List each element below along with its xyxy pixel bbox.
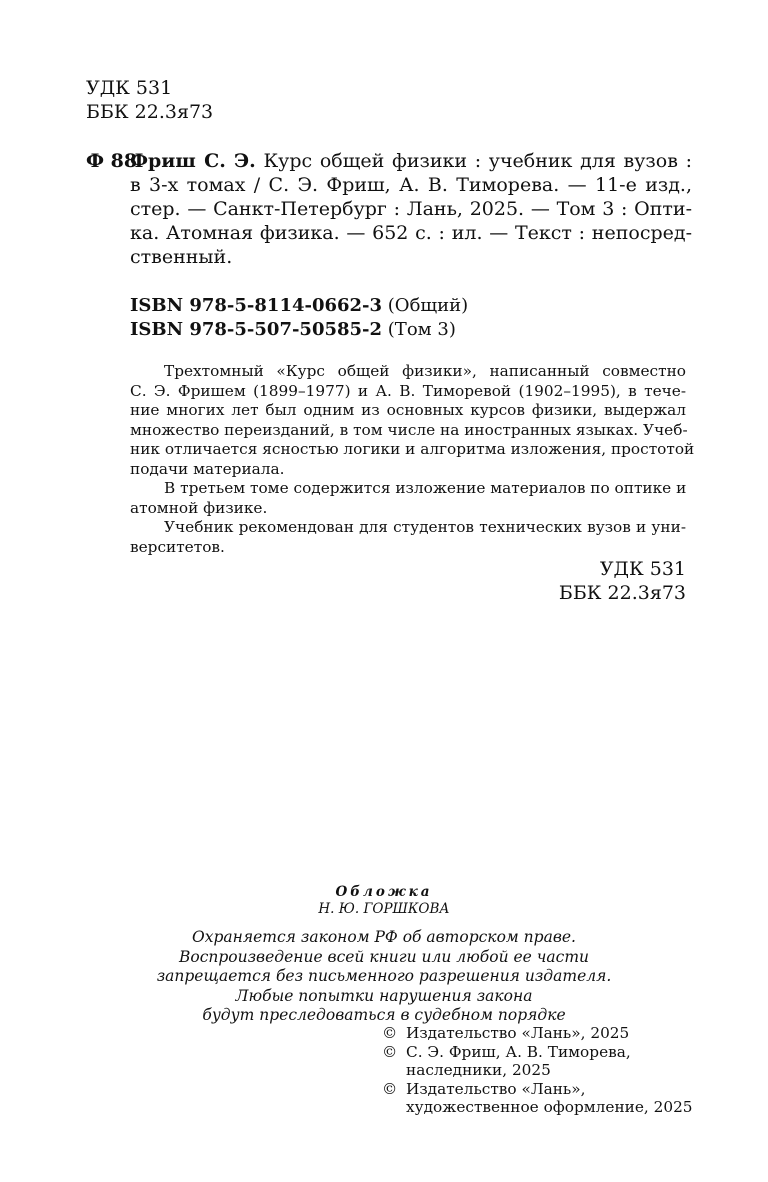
annotation: [130, 362, 695, 557]
copyright-text: Издательство «Лань», 2025: [406, 1024, 630, 1042]
udk-bbk-footer: [559, 557, 686, 605]
cover-credit: [0, 884, 768, 918]
copyright-text: Издательство «Лань»,: [406, 1079, 586, 1098]
isbn-number: ISBN 978-5-8114-0662-3: [130, 295, 383, 316]
author-name: Фриш С. Э.: [130, 150, 256, 172]
entry-line: в 3-х томах / С. Э. Фриш, А. В. Тиморева. — 11-е изд.,: [130, 174, 692, 196]
annotation-line: ник отличается ясностью логики и алгоритма изложения, простотой: [130, 440, 695, 458]
annotation-line: В третьем томе содержится изложение материалов по оптике и: [164, 479, 687, 497]
notice-line: Любые попытки нарушения закона: [235, 986, 533, 1005]
notice-line: запрещается без письменного разрешения издателя.: [156, 967, 612, 985]
annotation-line: С. Э. Фришем (1899–1977) и А. В. Тиморевой (1902–1995), в тече-: [130, 381, 686, 400]
annotation-paragraph: [130, 518, 686, 557]
notice-line: будут преследоваться в судебном порядке: [202, 1006, 566, 1024]
copyright-item: [382, 1043, 693, 1080]
entry-line: стер. — Санкт-Петербург : Лань, 2025. — Том 3 : Опти-: [130, 198, 692, 220]
annotation-line: атомной физике.: [130, 498, 268, 517]
annotation-paragraph: [130, 362, 695, 479]
annotation-line: верситетов.: [130, 537, 225, 556]
cover-label: Обложка: [335, 884, 433, 900]
copyright-notice: [0, 928, 768, 1026]
isbn-block: [130, 294, 468, 342]
udk-bbk-header: [86, 76, 213, 124]
copyright-text: художественное оформление, 2025: [406, 1098, 693, 1116]
copyright-text: С. Э. Фриш, А. В. Тиморева,: [406, 1042, 631, 1061]
isbn-number: ISBN 978-5-507-50585-2: [130, 319, 383, 340]
notice-line: Воспроизведение всей книги или любой ее части: [178, 947, 590, 966]
annotation-line: Трехтомный «Курс общей физики», написанный совместно: [164, 362, 686, 380]
notice-line: Охраняется законом РФ об авторском праве.: [192, 928, 576, 946]
copyright-item: [382, 1080, 693, 1117]
copyright-list: [382, 1024, 693, 1117]
bbk-code: ББК 22.3я73: [558, 582, 686, 604]
copyright-text: наследники, 2025: [406, 1061, 551, 1079]
cover-designer: Н. Ю. ГОРШКОВА: [318, 901, 450, 917]
entry-line: ственный.: [130, 246, 233, 268]
entry-line: ка. Атомная физика. — 652 с. : ил. — Текст : непосред-: [130, 222, 692, 244]
copyright-icon: ©: [382, 1024, 398, 1042]
copyright-icon: ©: [382, 1079, 398, 1098]
bibliographic-entry: [86, 149, 692, 269]
bbk-code: ББК 22.3я73: [86, 101, 214, 123]
entry-line: Курс общей физики : учебник для вузов :: [255, 150, 692, 172]
isbn-line: [130, 294, 468, 318]
isbn-note: (Том 3): [382, 319, 456, 340]
copyright-icon: ©: [382, 1042, 398, 1061]
copyright-item: [382, 1024, 693, 1043]
isbn-note: (Общий): [382, 295, 469, 316]
annotation-line: ние многих лет был одним из основных курсов физики, выдержал: [130, 401, 686, 419]
udk-code: УДК 531: [86, 77, 173, 99]
isbn-line: [130, 318, 468, 342]
annotation-paragraph: [130, 479, 686, 518]
annotation-line: Учебник рекомендован для студентов технических вузов и уни-: [164, 518, 686, 536]
annotation-line: подачи материала.: [130, 459, 285, 478]
udk-code: УДК 531: [599, 558, 686, 580]
annotation-line: множество переизданий, в том числе на иностранных языках. Учеб-: [130, 420, 688, 439]
author-mark: Ф 88: [86, 150, 138, 172]
